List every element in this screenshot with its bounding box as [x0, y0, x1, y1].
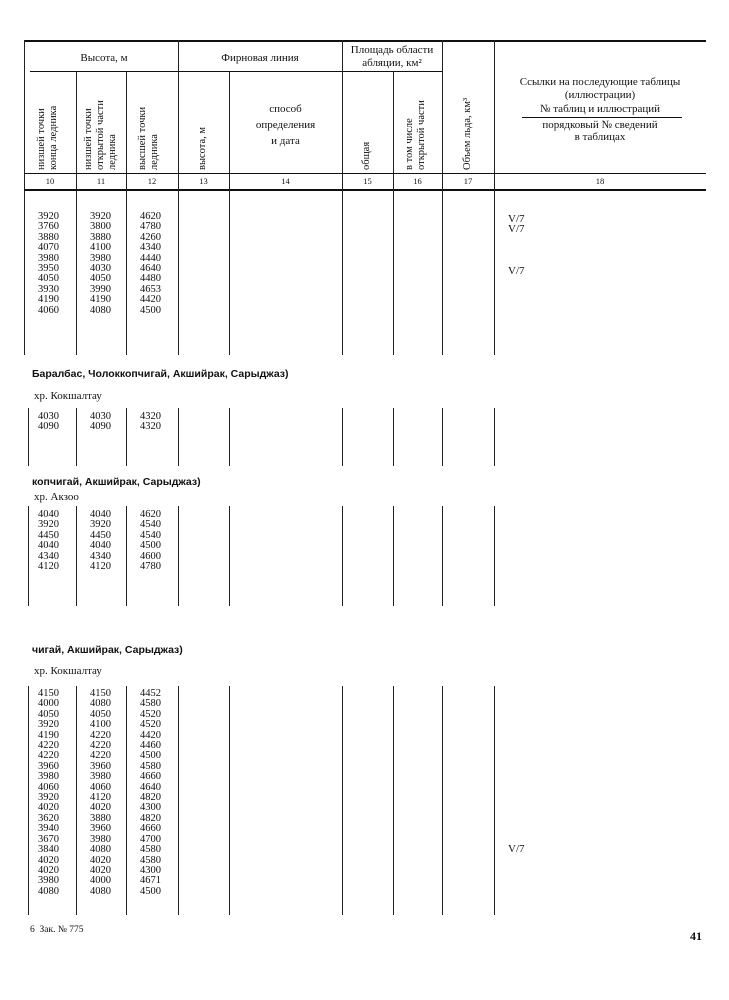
- header-divider: [24, 40, 25, 190]
- col12-values: 4620 4780 4260 4340 4440 4640 4480 4653 4420 4500: [140, 211, 161, 316]
- col18-heading-line1: Ссылки на последующие таблицы: [519, 76, 681, 88]
- header-divider: [393, 72, 394, 190]
- page-number: 41: [690, 929, 702, 943]
- group-title: копчигай, Акшийрак, Сарыджаз): [32, 476, 201, 488]
- area-group-rule: [342, 71, 442, 72]
- group-title: чигай, Акшийрак, Сарыджаз): [32, 644, 183, 656]
- column-divider: [393, 506, 394, 606]
- reference-v7: V/7: [508, 223, 525, 235]
- column-number: 15: [363, 176, 372, 186]
- col16-heading: в том числе открытой части: [404, 100, 427, 170]
- column-number: 18: [595, 176, 605, 186]
- col11-values: 4040 3920 4450 4040 4340 4120: [90, 509, 111, 573]
- column-divider: [178, 506, 179, 606]
- column-divider: [126, 506, 127, 606]
- column-divider: [342, 408, 343, 466]
- column-divider: [494, 191, 495, 355]
- col12-values: 4452 4580 4520 4520 4420 4460 4500 4580 4660 4640 4820 4300 4820 4660 4700 4580 4580 4300 4671 4500: [140, 688, 161, 897]
- height-group-heading: Высота, м: [80, 52, 128, 64]
- column-divider: [393, 408, 394, 466]
- col10-values: 4040 3920 4450 4040 4340 4120: [38, 509, 59, 573]
- column-divider: [76, 191, 77, 355]
- column-number: 14: [281, 176, 290, 186]
- print-order-note: 6 Зак. № 775: [30, 925, 84, 935]
- column-divider: [442, 506, 443, 606]
- column-number: 13: [199, 176, 208, 186]
- col12-values: 4320 4320: [140, 411, 161, 433]
- col11-values: 3920 3800 3880 4100 3980 4030 4050 3990 4190 4080: [90, 211, 111, 316]
- reference-v7: V/7: [508, 213, 525, 225]
- area-group-heading-line1: Площадь области: [350, 44, 434, 56]
- column-divider: [393, 191, 394, 355]
- column-divider: [178, 686, 179, 915]
- column-number: 17: [463, 176, 473, 186]
- column-number: 10: [45, 176, 55, 186]
- col15-heading: общая: [361, 141, 372, 170]
- ridge-label: хр. Кокшалтау: [34, 665, 102, 677]
- column-divider: [494, 686, 495, 915]
- firn-group-heading: Фирновая линия: [221, 52, 299, 64]
- column-divider: [28, 506, 29, 606]
- firn-group-rule: [178, 71, 342, 72]
- column-divider: [442, 686, 443, 915]
- column-divider: [229, 506, 230, 606]
- column-divider: [126, 686, 127, 915]
- col14-heading-line2: определения: [255, 119, 316, 131]
- column-divider: [76, 686, 77, 915]
- col10-values: 4150 4000 4050 3920 4190 4220 4220 3960 3980 4060 3920 4020 3620 3940 3670 3840 4020 4020 3980 4080: [38, 688, 59, 897]
- header-divider: [442, 40, 443, 190]
- column-divider: [76, 408, 77, 466]
- column-divider: [126, 408, 127, 466]
- column-divider: [494, 408, 495, 466]
- column-divider: [28, 686, 29, 915]
- column-divider: [229, 686, 230, 915]
- col10-heading: низшей точки конца ледника: [36, 105, 59, 170]
- header-divider: [76, 72, 77, 190]
- ridge-label: хр. Кокшалтау: [34, 390, 102, 402]
- header-divider: [126, 72, 127, 190]
- column-divider: [342, 686, 343, 915]
- column-divider: [24, 191, 25, 355]
- reference-v7: V/7: [508, 265, 525, 277]
- ridge-label: хр. Акзоо: [34, 491, 79, 503]
- column-number: 16: [413, 176, 422, 186]
- col10-values: 4030 4090: [38, 411, 59, 433]
- column-divider: [342, 191, 343, 355]
- col12-heading: высшей точки ледника: [137, 106, 160, 170]
- col14-heading-line3: и дата: [271, 135, 300, 147]
- col18-fraction-rule: [522, 117, 682, 118]
- col18-heading-line3: № таблиц и иллюстраций: [540, 103, 660, 115]
- col18-heading-line5: в таблицах: [574, 131, 626, 143]
- col12-values: 4620 4540 4540 4500 4600 4780: [140, 509, 161, 573]
- column-divider: [393, 686, 394, 915]
- col11-heading: низшей точки открытой части ледника: [83, 100, 118, 170]
- column-divider: [442, 408, 443, 466]
- col18-heading-line2: (иллюстрации): [564, 89, 636, 101]
- col18-heading-line4: порядковый № сведений: [542, 119, 658, 131]
- column-divider: [494, 506, 495, 606]
- column-divider: [178, 408, 179, 466]
- col10-values: 3920 3760 3880 4070 3980 3950 4050 3930 4190 4060: [38, 211, 59, 316]
- column-divider: [442, 191, 443, 355]
- col14-heading-line1: способ: [269, 103, 302, 115]
- column-divider: [178, 191, 179, 355]
- col11-values: 4030 4090: [90, 411, 111, 433]
- col11-values: 4150 4080 4050 4100 4220 4220 4220 3960 3980 4060 4120 4020 3880 3960 3980 4080 4020 4020 4000 4080: [90, 688, 111, 897]
- column-divider: [342, 506, 343, 606]
- column-number: 11: [96, 176, 106, 186]
- col13-heading: высота, м: [197, 126, 208, 170]
- column-divider: [126, 191, 127, 355]
- column-divider: [76, 506, 77, 606]
- height-group-rule: [30, 71, 178, 72]
- reference-v7: V/7: [508, 843, 525, 855]
- col17-heading: Объем льда, км³: [462, 97, 473, 170]
- group-title: Баралбас, Чолоккопчигай, Акшийрак, Сарыджаз): [32, 368, 289, 380]
- table-top-rule: [24, 40, 706, 42]
- column-divider: [229, 191, 230, 355]
- column-divider: [28, 408, 29, 466]
- column-divider: [229, 408, 230, 466]
- area-group-heading-line2: абляции, км²: [362, 57, 422, 69]
- column-number: 12: [147, 176, 157, 186]
